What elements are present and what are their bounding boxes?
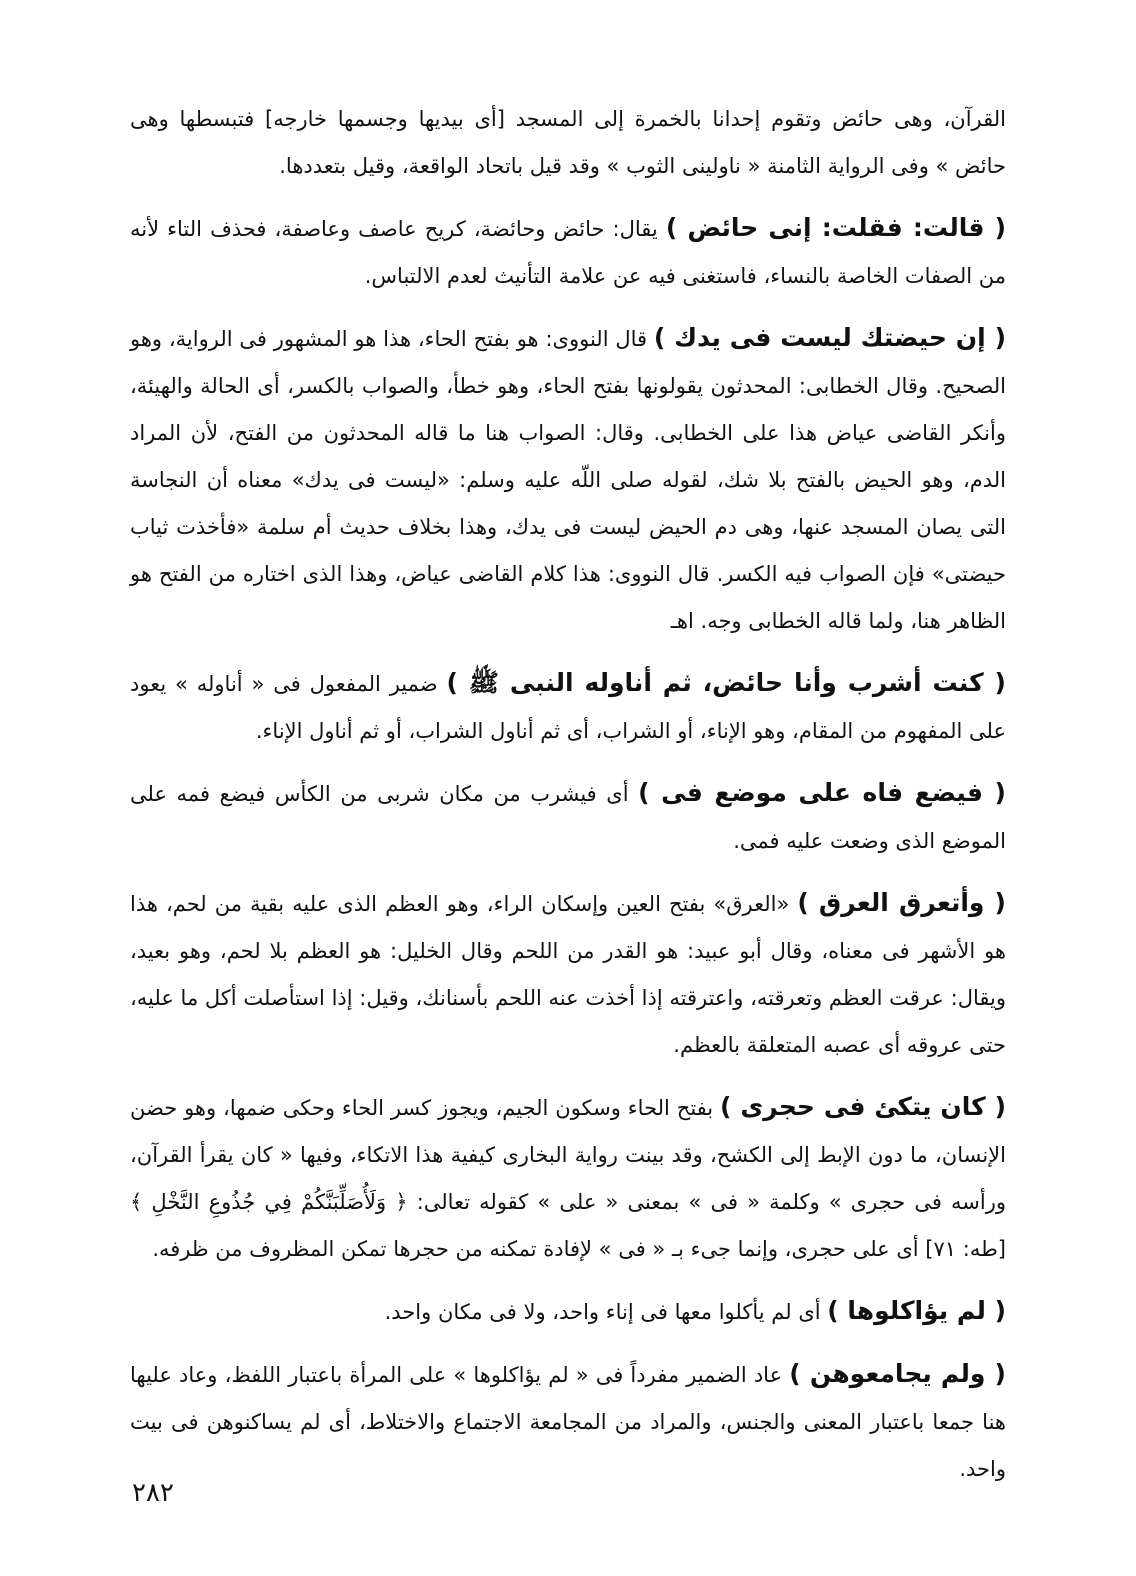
page-body: [130, 96, 1006, 1507]
paragraph-text: ضمير المفعول فى « أناوله » يعود على المفهوم من المقام، وهو الإناء، أو الشراب، أى ثم أناول الشراب، أو ثم أناول الإناء.: [130, 672, 1006, 743]
paragraph-text: أى لم يأكلوا معها فى إناء واحد، ولا فى مكان واحد.: [384, 1300, 828, 1324]
paragraph-text: يقال: حائض وحائضة، كريح عاصف وعاصفة، فحذف التاء لأنه من الصفات الخاصة بالنساء، فاستغنى فيه عن علامة التأنيث لعدم الالتباس.: [130, 217, 1006, 288]
paragraph-heading: ( قالت: فقلت: إنى حائض ): [665, 213, 1006, 242]
paragraph-atarraq: [130, 879, 1006, 1069]
paragraph-yuakiluha: [130, 1287, 1006, 1336]
paragraph-text: قال النووى: هو بفتح الحاء، هذا هو المشهور فى الرواية، وهو الصحيح. وقال الخطابى: المحدثون يقولونها بفتح الحاء، وهو خطأ، والصواب بالكسر، أى الحالة والهيئة، وأنكر القاضى عياض هذا على الخطابى. وقال: الصواب هنا ما قاله المحدثون من الفتح، لأن المراد الدم، وهو الحيض بالفتح بلا شك، لقوله صلى اللّه عليه وسلم: «ليست فى يدك» معناه أن النجاسة التى يصان المسجد عنها، وهى دم الحيض ليست فى يدك، وهذا بخلاف حديث أم سلمة «فأخذت ثياب حيضتى» فإن الصواب فيه الكسر. قال النووى: هذا كلام القاضى عياض، وهذا الذى اختاره من الفتح هو الظاهر هنا، ولما قاله الخطابى وجه. اهـ: [130, 327, 1006, 633]
paragraph-heading: ( إن حيضتك ليست فى يدك ): [653, 323, 1006, 352]
paragraph-heading: ( فيضع فاه على موضع فى ): [638, 778, 1006, 807]
paragraph-yada: [130, 769, 1006, 865]
paragraph-haydatuki: [130, 314, 1006, 645]
paragraph-heading: ( وأتعرق العرق ): [797, 888, 1006, 917]
paragraph-ashrab: [130, 659, 1006, 755]
paragraph-text: أى فيشرب من مكان شربى من الكأس فيضع فمه على الموضع الذى وضعت عليه فمى.: [130, 782, 1006, 853]
paragraph-heading: ( لم يؤاكلوها ): [827, 1296, 1006, 1325]
paragraph-heading: ( كان يتكئ فى حجرى ): [720, 1092, 1006, 1121]
paragraph-heading: ( ولم يجامعوهن ): [789, 1359, 1006, 1388]
paragraph-text: عاد الضمير مفرداً فى « لم يؤاكلوها » على المرأة باعتبار اللفظ، وعاد عليها هنا جمعا باعتبار المعنى والجنس، والمراد من المجامعة الاجتماع والاختلاط، أى لم يساكنوهن فى بيت واحد.: [130, 1363, 1006, 1481]
page-number: ٢٨٢: [132, 1478, 174, 1508]
paragraph-text: القرآن، وهى حائض وتقوم إحدانا بالخمرة إلى المسجد [أى بيديها وجسمها خارجه] فتبسطها وهى حائض » وفى الرواية الثامنة « ناولينى الثوب » وقد قيل باتحاد الواقعة، وقيل بتعددها.: [130, 107, 1006, 178]
paragraph-yujamiuhun: [130, 1350, 1006, 1493]
paragraph-text: بفتح الحاء وسكون الجيم، ويجوز كسر الحاء وحكى ضمها، وهو حضن الإنسان، ما دون الإبط إلى الكشح، وقد بينت رواية البخارى كيفية هذا الاتكاء، وفيها « كان يقرأ القرآن، ورأسه فى حجرى » وكلمة « فى » بمعنى « على » كقوله تعالى: ﴿ وَلَأُصَلِّبَنَّكُمْ فِي جُذُوعِ النَّخْلِ ﴾ [طه: ٧١] أى على حجرى، وإنما جىء بـ « فى » لإفادة تمكنه من حجرها تمكن المظروف من ظرفه.: [130, 1096, 1006, 1261]
paragraph-heading: ( كنت أشرب وأنا حائض، ثم أناوله النبى ﷺ ): [446, 668, 1006, 697]
paragraph-qalat: [130, 204, 1006, 300]
paragraph-yattaki: [130, 1083, 1006, 1273]
paragraph-continuation: [130, 96, 1006, 190]
paragraph-text: «العرق» بفتح العين وإسكان الراء، وهو العظم الذى عليه بقية من لحم، هذا هو الأشهر فى معناه، وقال أبو عبيد: هو القدر من اللحم وقال الخليل: هو العظم بلا لحم، وهو بعيد، ويقال: عرقت العظم وتعرقته، واعترقته إذا أخذت عنه اللحم بأسنانك، وقيل: إذا استأصلت أكل ما عليه، حتى عروقه أى عصبه المتعلقة بالعظم.: [130, 892, 1006, 1057]
